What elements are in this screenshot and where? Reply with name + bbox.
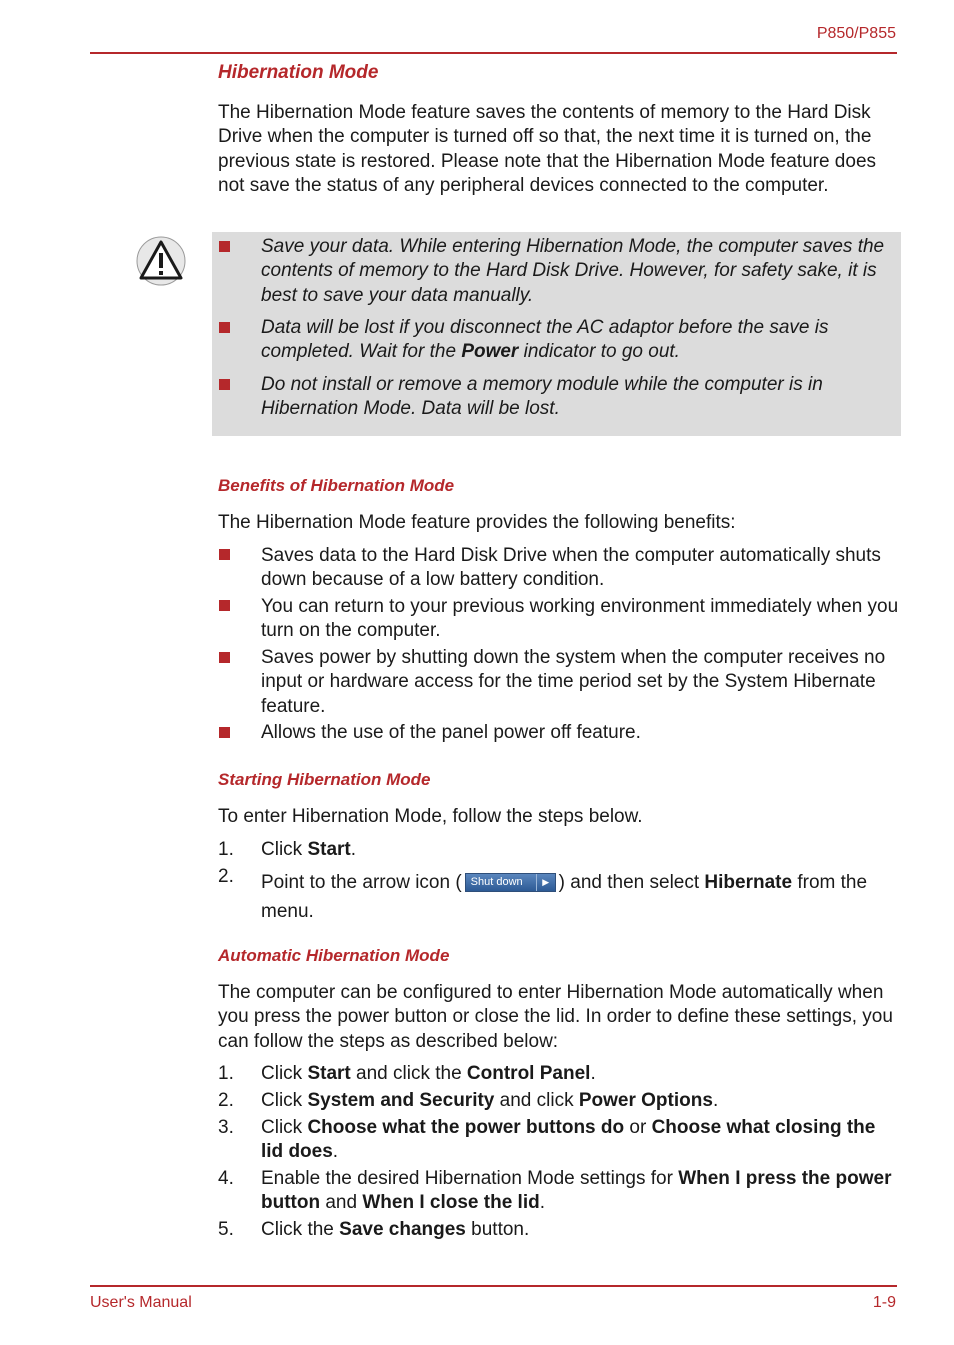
section-title-benefits: Benefits of Hibernation Mode — [218, 476, 455, 495]
bullet-icon — [219, 727, 230, 738]
header-rule — [90, 52, 897, 54]
arrow-right-icon: ▶ — [536, 874, 555, 891]
step-number: 3. — [218, 1117, 234, 1138]
step-text: Click Start. — [261, 839, 357, 860]
step-number: 1. — [218, 839, 234, 860]
step-number: 5. — [218, 1219, 234, 1240]
hibernation-intro: The Hibernation Mode feature saves the contents of memory to the Hard Disk Drive when the computer is turned off so that, the next time it is turned on, the previous state is restored. Please note that the Hibernation Mode feature does not save the status of any peripheral devices connected to the computer. — [218, 102, 877, 196]
step-text: Click the Save changes button. — [261, 1219, 530, 1240]
step-number: 1. — [218, 1063, 234, 1084]
footer-page-number: 1-9 — [872, 1294, 896, 1311]
header-model: P850/P855 — [816, 25, 896, 42]
bullet-icon — [219, 322, 230, 333]
step-number: 2. — [218, 1090, 234, 1111]
warning-triangle-icon — [136, 236, 186, 286]
benefit-item: Saves data to the Hard Disk Drive when the computer automatically shuts down because of a low battery condition. — [261, 545, 881, 591]
step-number: 4. — [218, 1168, 234, 1189]
step-text: Enable the desired Hibernation Mode settings for When I press the power button and When I close the lid. — [261, 1168, 892, 1214]
step-number: 2. — [218, 866, 234, 887]
shut-down-button: Shut down ▶ — [465, 873, 556, 892]
bullet-icon — [219, 549, 230, 560]
benefit-item: Allows the use of the panel power off feature. — [261, 722, 641, 743]
footer-rule — [90, 1285, 897, 1287]
section-title-hibernation: Hibernation Mode — [218, 62, 379, 83]
step-text: Click System and Security and click Power Options. — [261, 1090, 719, 1111]
warning-item: Save your data. While entering Hibernation Mode, the computer saves the contents of memory to the Hard Disk Drive. However, for safety sake, it is best to save your data manually. — [261, 236, 885, 306]
bullet-icon — [219, 600, 230, 611]
automatic-intro: The computer can be configured to enter Hibernation Mode automatically when you press the power button or close the lid. In order to define these settings, you can follow the steps as described below: — [218, 982, 893, 1052]
starting-intro: To enter Hibernation Mode, follow the steps below. — [218, 806, 643, 827]
step-text: Click Start and click the Control Panel. — [261, 1063, 596, 1084]
benefit-item: You can return to your previous working environment immediately when you turn on the computer. — [261, 596, 899, 642]
warning-item: Data will be lost if you disconnect the AC adaptor before the save is completed. Wait for the Power indicator to go out. — [261, 317, 829, 363]
bullet-icon — [219, 379, 230, 390]
section-title-starting: Starting Hibernation Mode — [218, 770, 431, 789]
footer-manual-title: User's Manual — [90, 1294, 192, 1311]
bullet-icon — [219, 652, 230, 663]
benefits-intro: The Hibernation Mode feature provides the following benefits: — [218, 512, 736, 533]
bullet-icon — [219, 241, 230, 252]
benefit-item: Saves power by shutting down the system when the computer receives no input or hardware access for the time period set by the System Hibernate feature. — [261, 647, 886, 717]
step-text: Click Choose what the power buttons do or Choose what closing the lid does. — [261, 1117, 876, 1163]
section-title-automatic: Automatic Hibernation Mode — [218, 946, 450, 965]
step-text: Point to the arrow icon ( Shut down ▶ ) and then select Hibernate from the menu. — [261, 872, 868, 922]
warning-item: Do not install or remove a memory module while the computer is in Hibernation Mode. Data will be lost. — [261, 374, 823, 420]
